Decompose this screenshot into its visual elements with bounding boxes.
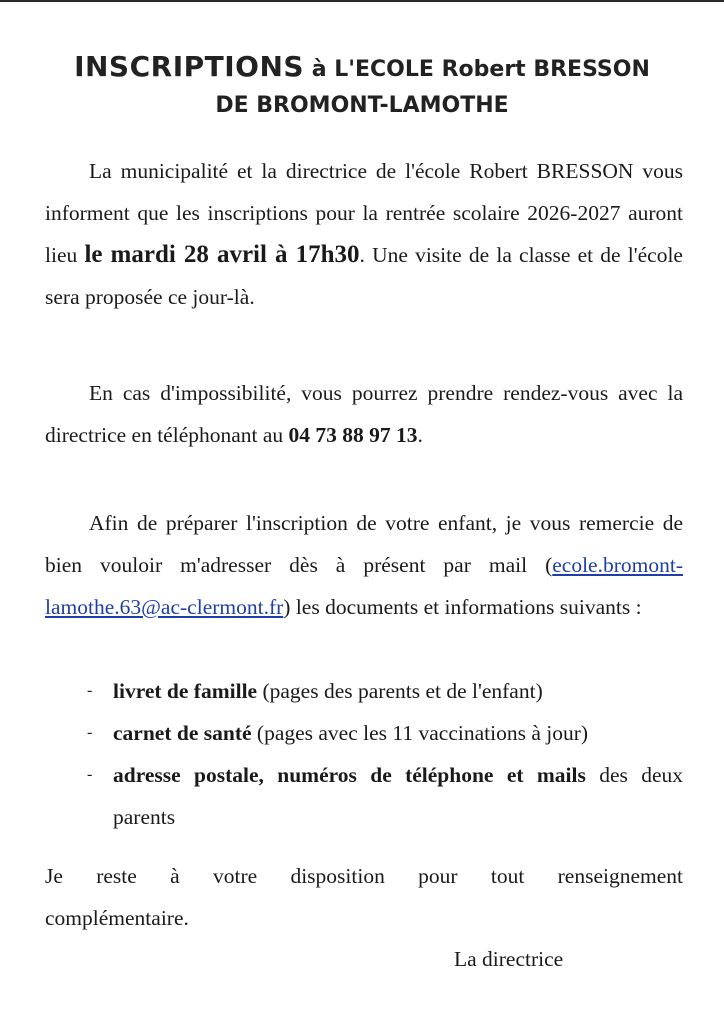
phone-number: 04 73 88 97 13 <box>288 423 418 447</box>
list-item <box>45 712 683 754</box>
announcement-text-end: . Une visite de la classe et de l'école sera proposée ce jour-là. <box>45 243 683 309</box>
top-border-line <box>0 0 724 2</box>
list-item-text: (pages des parents et de l'enfant) <box>257 679 543 703</box>
bullet-dash: - <box>87 724 93 741</box>
list-item-text: des deux parents <box>113 763 683 829</box>
title-inscriptions: INSCRIPTIONS <box>74 50 305 83</box>
appointment-text-start: En cas d'impossibilité, vous pourrez prendre rendez-vous avec la directrice en téléphonant au <box>45 381 683 447</box>
list-item-text: (pages avec les 11 vaccinations à jour) <box>251 721 589 745</box>
bullet-dash: - <box>87 682 93 699</box>
email-link[interactable]: ecole.bromont-lamothe.63@ac-clermont.fr <box>45 553 683 619</box>
closing-line-1: Je reste à votre disposition pour tout renseignement <box>45 864 683 888</box>
page-subtitle: DE BROMONT-LAMOTHE <box>215 93 509 118</box>
paragraph-announcement <box>45 150 683 318</box>
request-text-end: ) les documents et informations suivants : <box>283 595 642 619</box>
appointment-text-end: . <box>417 423 423 447</box>
page-title <box>0 50 724 83</box>
request-text-start: Afin de préparer l'inscription de votre enfant, je vous remercie de bien vouloir m'adresser dès à présent par mail ( <box>45 511 683 577</box>
list-item-bold: carnet de santé <box>113 721 252 745</box>
announcement-text-start: La municipalité et la directrice de l'école Robert BRESSON vous informent que les inscriptions pour la rentrée scolaire 2026-2027 auront lieu <box>45 159 683 267</box>
list-item-bold: livret de famille <box>113 679 258 703</box>
signature: La directrice <box>454 947 564 971</box>
documents-list <box>45 670 683 838</box>
paragraph-appointment <box>45 372 683 456</box>
title-school-name: à L'ECOLE Robert BRESSON <box>311 57 650 82</box>
registration-date: le mardi 28 avril à 17h30 <box>84 241 360 268</box>
list-item <box>45 754 683 838</box>
bullet-dash: - <box>87 766 93 783</box>
list-item-bold: adresse postale, numéros de téléphone et mails <box>113 763 586 787</box>
paragraph-documents-request <box>45 502 683 628</box>
list-item <box>45 670 683 712</box>
closing-line-2: complémentaire. <box>45 906 189 930</box>
